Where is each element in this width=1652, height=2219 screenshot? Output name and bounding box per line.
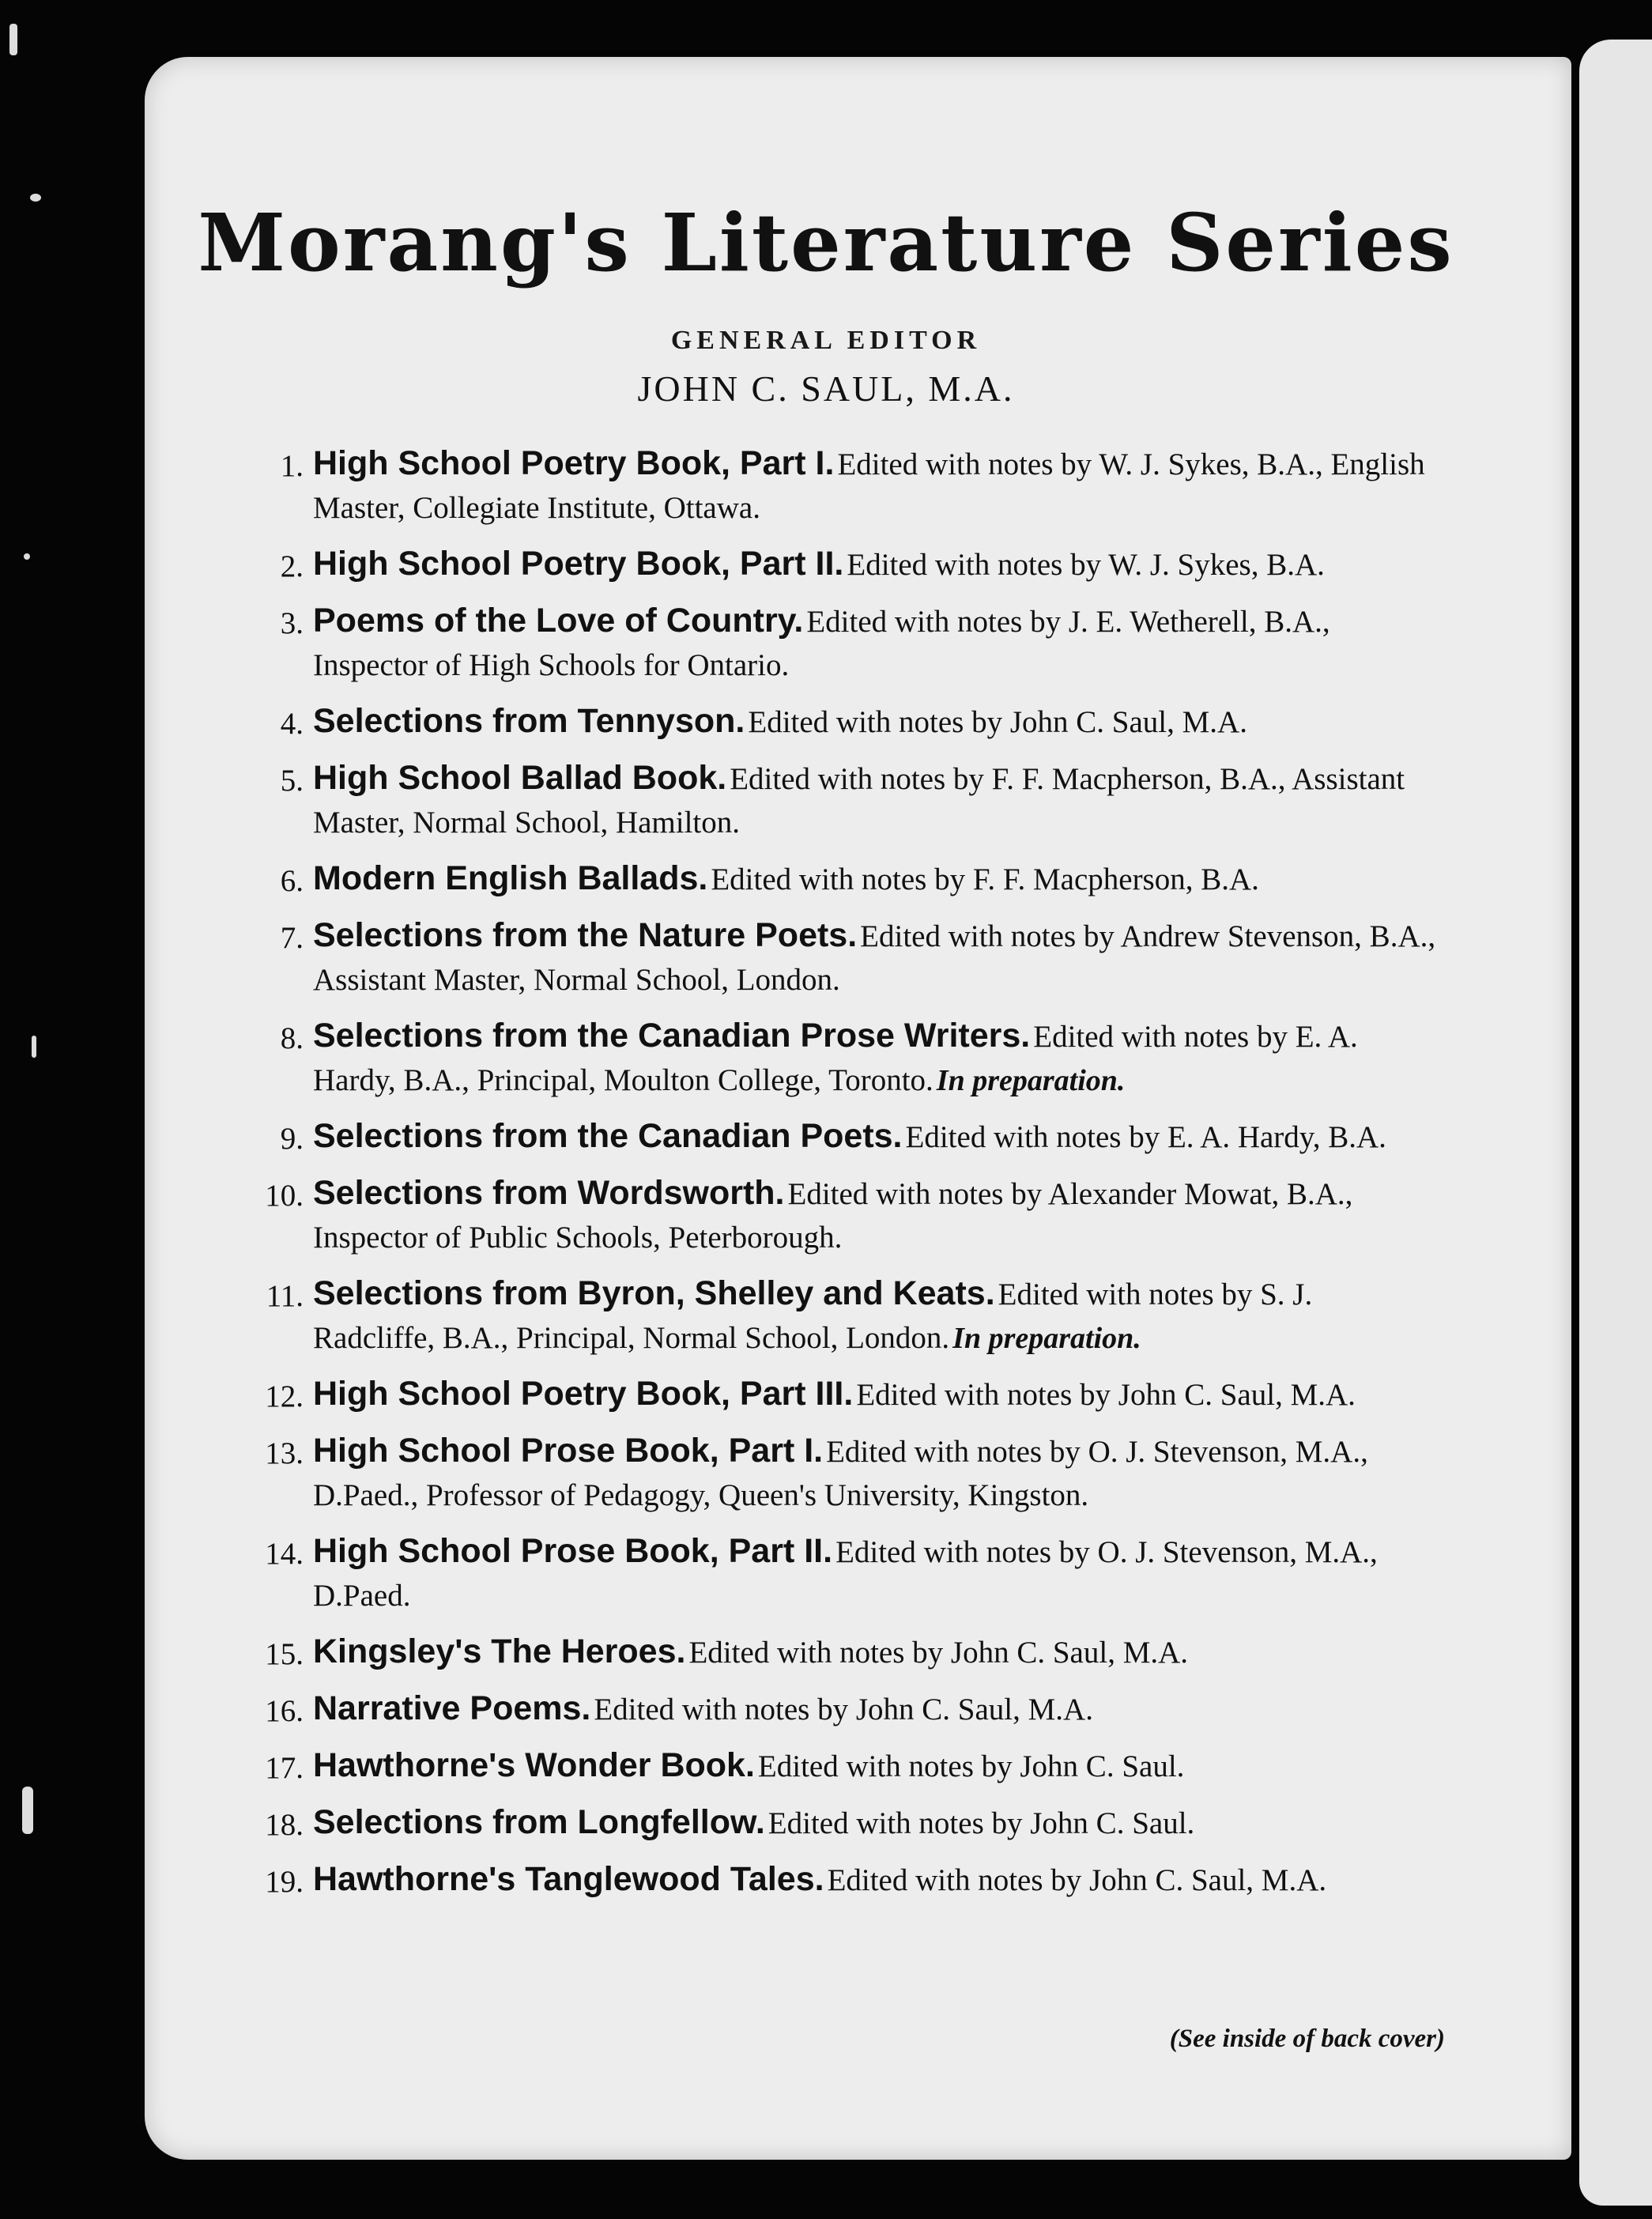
entry-title: High School Poetry Book, Part III. [313, 1375, 854, 1413]
entry-title: Hawthorne's Tanglewood Tales. [313, 1860, 824, 1898]
entry-description: Edited with notes by John C. Saul, M.A. [856, 1378, 1356, 1412]
series-entry [253, 1017, 1439, 1105]
general-editor-name: JOHN C. SAUL, M.A. [637, 368, 1015, 409]
entry-description: Edited with notes by John C. Saul, M.A. [688, 1636, 1189, 1670]
see-back-cover-note: (See inside of back cover) [1169, 2025, 1445, 2053]
series-entry [253, 445, 1439, 533]
entry-number: 18. [265, 1808, 304, 1842]
series-entry [253, 1690, 1439, 1734]
entry-title: Selections from Longfellow. [313, 1803, 765, 1841]
entry-description: Edited with notes by John C. Saul, M.A. [748, 705, 1247, 739]
entry-number: 8. [280, 1021, 304, 1055]
series-entry [253, 703, 1439, 747]
entry-description: Edited with notes by John C. Saul, M.A. [594, 1693, 1093, 1727]
entry-description: Edited with notes by S. J. Radcliffe, B.A., Principal, Normal School, London. [313, 1277, 1313, 1355]
entry-number: 13. [265, 1436, 304, 1470]
entry-number: 15. [265, 1637, 304, 1671]
series-entry [253, 1275, 1439, 1363]
entry-number: 3. [280, 606, 304, 640]
entry-number: 5. [280, 764, 304, 798]
entry-description: Edited with notes by E. A. Hardy, B.A. [905, 1120, 1386, 1154]
entry-number: 12. [265, 1379, 304, 1413]
entry-number: 1. [280, 449, 304, 483]
entry-description: Edited with notes by John C. Saul. [757, 1749, 1185, 1783]
entry-title: Kingsley's The Heroes. [313, 1632, 686, 1670]
series-entry [253, 1633, 1439, 1677]
entry-title: Selections from the Nature Poets. [313, 916, 858, 954]
series-entry [253, 1432, 1439, 1520]
series-entry [253, 1118, 1439, 1162]
series-entry [253, 860, 1439, 904]
entry-number: 6. [280, 864, 304, 898]
entry-title: Selections from Tennyson. [313, 702, 745, 740]
facing-page-edge [1579, 40, 1652, 2206]
series-entry [253, 1376, 1439, 1420]
entry-title: Selections from Wordsworth. [313, 1174, 785, 1212]
entry-description: Edited with notes by John C. Saul, M.A. [827, 1863, 1327, 1897]
series-entry [253, 602, 1439, 690]
series-entry [253, 1804, 1439, 1848]
series-entry [253, 1533, 1439, 1621]
general-editor-label: GENERAL EDITOR [670, 326, 982, 355]
entry-number: 4. [280, 707, 304, 741]
entry-description: Edited with notes by W. J. Sykes, B.A., English Master, Collegiate Institute, Ottawa. [313, 447, 1425, 525]
dust-speck [22, 1787, 33, 1834]
entry-note: In preparation. [952, 1322, 1141, 1355]
entry-note: In preparation. [936, 1064, 1126, 1097]
dust-speck [9, 24, 17, 55]
entry-title: High School Poetry Book, Part I. [313, 444, 835, 482]
dust-speck [32, 1036, 36, 1058]
entry-number: 10. [265, 1179, 304, 1213]
series-entry [253, 545, 1439, 590]
entry-description: Edited with notes by F. F. Macpherson, B.A., Assistant Master, Normal School, Hamilton. [313, 762, 1405, 840]
entry-number: 2. [280, 549, 304, 583]
series-entry [253, 1861, 1439, 1905]
series-entry [253, 1747, 1439, 1791]
entry-title: Poems of the Love of Country. [313, 602, 804, 640]
entry-title: Hawthorne's Wonder Book. [313, 1746, 755, 1784]
entry-description: Edited with notes by J. E. Wetherell, B.A., Inspector of High Schools for Ontario. [313, 605, 1330, 682]
entry-description: Edited with notes by O. J. Stevenson, M.A., D.Paed., Professor of Pedagogy, Queen's University, Kingston. [313, 1435, 1368, 1512]
entry-number: 17. [265, 1751, 304, 1785]
entry-title: High School Ballad Book. [313, 759, 727, 797]
entry-title: Modern English Ballads. [313, 859, 708, 897]
series-entry [253, 917, 1439, 1005]
entry-title: High School Poetry Book, Part II. [313, 545, 844, 583]
entry-title: Selections from the Canadian Poets. [313, 1117, 903, 1155]
entry-title: High School Prose Book, Part I. [313, 1432, 824, 1470]
dust-speck [24, 553, 30, 560]
entry-description: Edited with notes by Andrew Stevenson, B.A., Assistant Master, Normal School, London. [313, 919, 1436, 997]
series-entry [253, 760, 1439, 847]
entry-title: High School Prose Book, Part II. [313, 1532, 833, 1570]
entry-description: Edited with notes by John C. Saul. [768, 1806, 1195, 1840]
entry-number: 14. [265, 1537, 304, 1571]
entry-description: Edited with notes by O. J. Stevenson, M.A., D.Paed. [313, 1535, 1378, 1613]
entry-description: Edited with notes by F. F. Macpherson, B.A. [711, 862, 1259, 896]
entry-number: 7. [280, 921, 304, 955]
entry-description: Edited with notes by E. A. Hardy, B.A., Principal, Moulton College, Toronto. [313, 1020, 1358, 1097]
entry-title: Selections from Byron, Shelley and Keats. [313, 1274, 995, 1312]
entry-number: 16. [265, 1694, 304, 1728]
series-list [253, 445, 1439, 1918]
entry-number: 9. [280, 1122, 304, 1156]
entry-title: Narrative Poems. [313, 1689, 591, 1727]
entry-description: Edited with notes by Alexander Mowat, B.A., Inspector of Public Schools, Peterborough. [313, 1177, 1353, 1255]
series-entry [253, 1175, 1439, 1262]
entry-title: Selections from the Canadian Prose Writers. [313, 1017, 1031, 1055]
entry-number: 19. [265, 1865, 304, 1899]
entry-number: 11. [266, 1279, 304, 1313]
series-title: Morang's Literature Series [198, 196, 1454, 289]
entry-description: Edited with notes by W. J. Sykes, B.A. [847, 548, 1325, 582]
